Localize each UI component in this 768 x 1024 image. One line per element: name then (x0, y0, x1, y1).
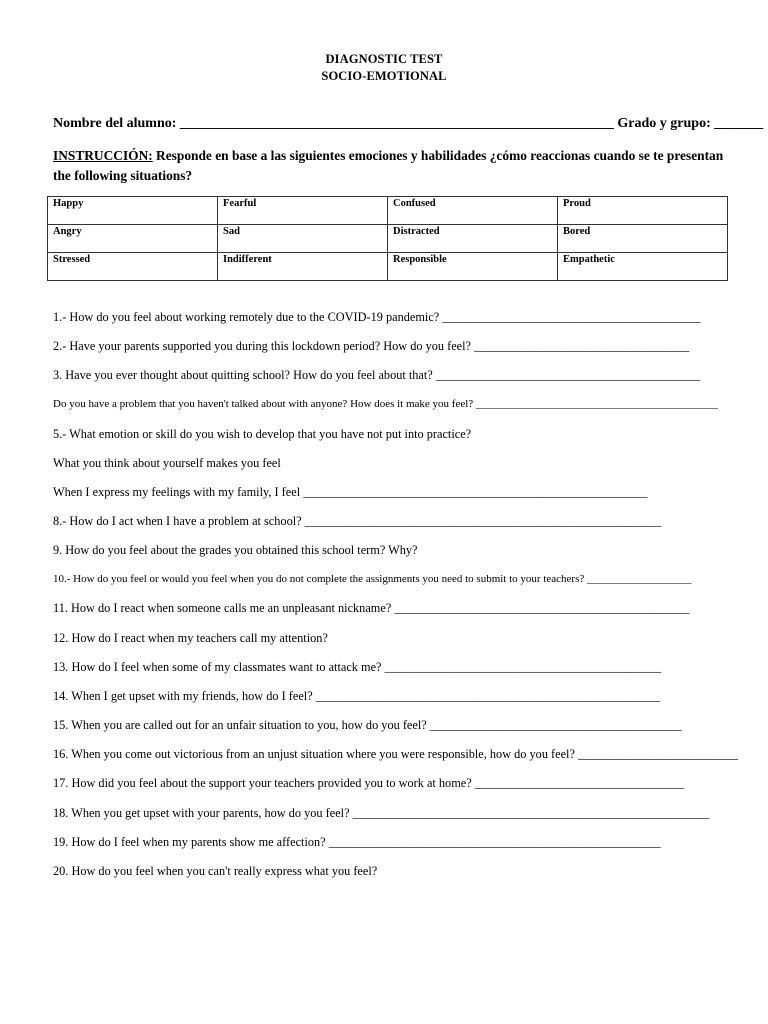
question-5[interactable]: 5.- What emotion or skill do you wish to develop that you have not put into practice? (53, 427, 472, 441)
student-name-field[interactable]: ______________________________________________________________ (179, 116, 614, 131)
emotion-cell: Angry (48, 225, 218, 253)
table-row (48, 197, 728, 225)
question-18[interactable]: 18. When you get upset with your parents, how do you feel? __________________________________________________________ (53, 806, 710, 820)
question-3[interactable]: 3. Have you ever thought about quitting school? How do you feel about that? ___________________________________________ (53, 368, 701, 382)
instruction-paragraph (53, 146, 743, 186)
question-20[interactable]: 20. How do you feel when you can't really express what you feel? (53, 864, 378, 878)
emotion-cell: Proud (558, 197, 728, 225)
document-subtitle: SOCIO-EMOTIONAL (321, 69, 447, 83)
student-info-line (53, 116, 764, 132)
question-13[interactable]: 13. How do I feel when some of my classmates want to attack me? _____________________________________________ (53, 660, 662, 674)
emotion-cell: Indifferent (218, 253, 388, 281)
question-15[interactable]: 15. When you are called out for an unfair situation to you, how do you feel? _________________________________________ (53, 718, 682, 732)
instruction-label: INSTRUCCIÓN: (53, 148, 153, 163)
emotion-cell: Stressed (48, 253, 218, 281)
question-7[interactable]: When I express my feelings with my family, I feel ________________________________________________________ (53, 485, 648, 499)
question-16[interactable]: 16. When you come out victorious from an unjust situation where you were responsible, how do you feel? __________________________ (53, 747, 738, 761)
instruction-text: Responde en base a las siguientes emociones y habilidades ¿cómo reaccionas cuando se te presentan the following situations? (53, 148, 724, 183)
question-11[interactable]: 11. How do I react when someone calls me an unpleasant nickname? ________________________________________________ (53, 601, 690, 615)
question-9[interactable]: 9. How do you feel about the grades you obtained this school term? Why? (53, 543, 418, 557)
question-4[interactable]: Do you have a problem that you haven't talked about with anyone? How does it make you feel? ____________________________________________ (53, 398, 718, 410)
emotion-cell: Bored (558, 225, 728, 253)
emotion-cell: Empathetic (558, 253, 728, 281)
student-name-label: Nombre del alumno: (53, 116, 177, 131)
table-row (48, 225, 728, 253)
question-1[interactable]: 1.- How do you feel about working remotely due to the COVID-19 pandemic? __________________________________________ (53, 310, 701, 324)
question-12[interactable]: 12. How do I react when my teachers call my attention? (53, 631, 328, 645)
question-14[interactable]: 14. When I get upset with my friends, how do I feel? ________________________________________________________ (53, 689, 661, 703)
emotions-table (47, 196, 728, 281)
question-2[interactable]: 2.- Have your parents supported you during this lockdown period? How do you feel? ___________________________________ (53, 339, 690, 353)
emotion-cell: Distracted (388, 225, 558, 253)
grade-group-label: Grado y grupo: (617, 116, 711, 131)
question-8[interactable]: 8.- How do I act when I have a problem at school? __________________________________________________________ (53, 514, 662, 528)
table-row (48, 253, 728, 281)
emotion-cell: Happy (48, 197, 218, 225)
document-title: DIAGNOSTIC TEST (325, 52, 443, 66)
grade-group-field[interactable]: _______ (714, 116, 764, 131)
emotion-cell: Fearful (218, 197, 388, 225)
emotion-cell: Confused (388, 197, 558, 225)
question-10[interactable]: 10.- How do you feel or would you feel when you do not complete the assignments you need to submit to your teachers? ___________________ (53, 573, 692, 585)
question-6[interactable]: What you think about yourself makes you feel (53, 456, 281, 470)
question-17[interactable]: 17. How did you feel about the support your teachers provided you to work at home? __________________________________ (53, 776, 684, 790)
emotion-cell: Sad (218, 225, 388, 253)
question-19[interactable]: 19. How do I feel when my parents show me affection? ______________________________________________________ (53, 835, 661, 849)
emotion-cell: Responsible (388, 253, 558, 281)
